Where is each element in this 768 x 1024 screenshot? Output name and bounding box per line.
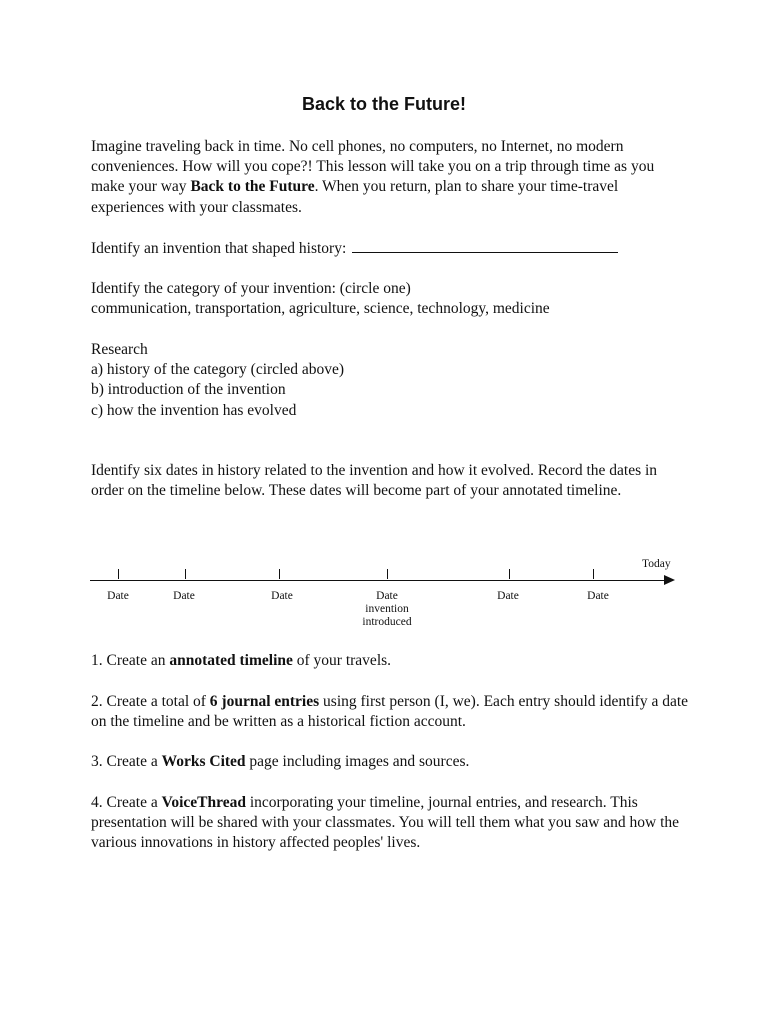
intro-bold-title: Back to the Future — [190, 178, 315, 196]
timeline-date-text: Date — [107, 590, 129, 602]
task-text: 1. Create an — [91, 652, 170, 669]
timeline-axis-line — [90, 580, 666, 581]
research-item: b) introduction of the invention — [91, 381, 286, 399]
timeline-tick — [185, 569, 186, 579]
page-title: Back to the Future! — [301, 94, 466, 114]
task-text: using first person (I, we). Each entry should identify a date on the timeline and be written as a historical fiction account. — [91, 693, 689, 731]
task-text: of your travels. — [292, 652, 392, 669]
timeline-arrow-icon — [664, 575, 675, 585]
task-2 — [91, 692, 691, 732]
category-options: communication, transportation, agriculture, science, technology, medicine — [91, 300, 550, 318]
task-3 — [91, 752, 691, 772]
research-heading: Research — [91, 341, 148, 358]
timeline-tick — [279, 569, 280, 579]
timeline-date-label — [558, 590, 638, 603]
task-bold: Works Cited — [161, 753, 246, 770]
category-section — [91, 279, 691, 319]
timeline-invention-introduced-note: invention introduced — [362, 603, 412, 628]
timeline-date-text: Date — [173, 590, 195, 602]
timeline-date-text: Date — [497, 590, 519, 602]
task-text: incorporating your timeline, journal entries, and research. This presentation will be shared with your classmates. You will tell them what you saw and how the various innovations in history affected peoples' lives. — [91, 794, 680, 852]
task-bold: 6 journal entries — [209, 693, 320, 710]
category-prompt: Identify the category of your invention: (circle one) — [91, 280, 411, 297]
intro-paragraph — [91, 137, 691, 218]
task-text: 4. Create a — [91, 794, 162, 811]
timeline-date-label-invention — [347, 590, 427, 629]
research-item: a) history of the category (circled above) — [91, 361, 345, 379]
task-bold: VoiceThread — [161, 794, 246, 811]
timeline-date-text: Date — [271, 590, 293, 602]
intro-text-end: . When you return, plan to share your time-travel experiences with your classmates. — [91, 178, 619, 216]
timeline-today-label: Today — [642, 558, 671, 570]
timeline-date-text: Date — [587, 590, 609, 602]
task-4 — [91, 793, 691, 854]
dates-instructions-text: Identify six dates in history related to the invention and how it evolved. Record the dates in order on the timeline below. These dates will become part of your annotated timeline. — [91, 462, 658, 500]
timeline-tick — [509, 569, 510, 579]
task-1 — [91, 651, 691, 671]
task-text: 2. Create a total of — [91, 693, 210, 710]
timeline-date-text: Date — [376, 590, 398, 602]
timeline-date-label — [468, 590, 548, 603]
task-text: page including images and sources. — [245, 753, 470, 770]
research-item: c) how the invention has evolved — [91, 401, 297, 419]
timeline-date-label — [242, 590, 322, 603]
timeline-date-label — [144, 590, 224, 603]
task-text: 3. Create a — [91, 753, 162, 770]
intro-text-start: Imagine traveling back in time. No cell phones, no computers, no Internet, no modern conveniences. How will you cope?! This lesson will take you on a trip through time as you make your way — [91, 138, 655, 196]
dates-instructions — [91, 461, 691, 501]
research-section — [91, 340, 691, 421]
identify-invention-prompt: Identify an invention that shaped history: — [91, 240, 347, 257]
timeline-tick — [593, 569, 594, 579]
timeline-diagram — [90, 556, 690, 636]
task-bold: annotated timeline — [169, 652, 293, 669]
invention-answer-blank[interactable] — [352, 238, 618, 253]
identify-invention-line — [91, 238, 691, 259]
timeline-tick — [118, 569, 119, 579]
timeline-tick — [387, 569, 388, 579]
